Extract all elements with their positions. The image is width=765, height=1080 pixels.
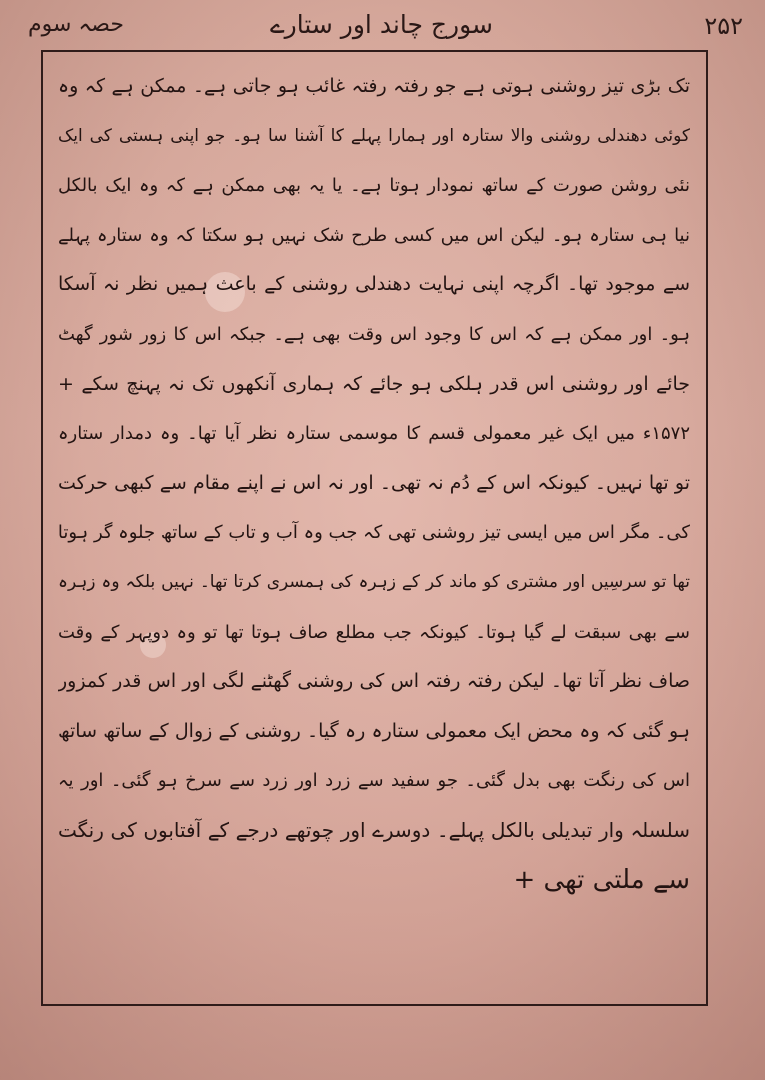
text-line: کی۔ مگر اس میں ایسی تیز روشنی تھی کہ جب وہ آب و تاب کے ساتھ جلوہ گر ہوتا [58,522,690,544]
text-line: تک بڑی تیز روشنی ہوتی ہے جو رفتہ رفتہ غائب ہو جاتی ہے۔ ممکن ہے کہ وہ [58,75,690,97]
text-line: سے بھی سبقت لے گیا ہوتا۔ کیونکہ جب مطلع صاف ہوتا تھا تو وہ دوپہر کے وقت [58,621,690,643]
text-line: سلسلہ وار تبدیلی بالکل پہلے۔ دوسرے اور چوتھے درجے کے آفتابوں کی رنگت [58,817,690,842]
page-header [20,8,743,48]
text-line: تو تھا نہیں۔ کیونکہ اس کے دُم نہ تھی۔ اور نہ اس نے اپنے مقام سے کبھی حرکت [58,471,690,494]
text-line: نیا ہی ستارہ ہو۔ لیکن اس میں کسی طرح شک نہیں ہو سکتا کہ وہ ستارہ پہلے [58,224,690,246]
text-line: ۱۵۷۲ء میں ایک غیر معمولی قسم کا موسمی ستارہ نظر آیا تھا۔ وہ دمدار ستارہ [58,423,690,445]
body-text [58,62,690,905]
text-line: تھا تو سرسِیں اور مشتری کو ماند کر کے زہرہ کی ہمسری کرتا تھا۔ نہیں بلکہ وہ زہرہ [58,571,690,592]
text-line: ہو۔ اور ممکن ہے کہ اس کا وجود اس وقت بھی ہے۔ جبکہ اس کا زور شور گھٹ [58,323,690,345]
text-line: اس کی رنگت بھی بدل گئی۔ جو سفید سے زرد اور زرد سے سرخ ہو گئی۔ اور یہ [58,770,690,792]
page-number: ۲۵۲ [704,12,743,40]
text-line: سے موجود تھا۔ اگرچہ اپنی نہایت دھندلی روشنی کے باعث ہمیں نظر نہ آسکا [58,273,690,296]
text-line: کوئی دھندلی روشنی والا ستارہ اور ہمارا پہلے کا آشنا سا ہو۔ جو اپنی ہستی کی ایک [58,125,690,146]
running-title: سورج چاند اور ستارے [270,10,493,39]
section-label: حصہ سوم [28,12,124,37]
text-line: نئی روشن صورت کے ساتھ نمودار ہوتا ہے۔ یا یہ بھی ممکن ہے کہ وہ ایک بالکل [58,175,690,197]
text-line: جائے اور روشنی اس قدر ہلکی ہو جائے کہ ہماری آنکھوں تک نہ پہنچ سکے + [58,372,690,395]
text-line: ہو گئی کہ وہ محض ایک معمولی ستارہ رہ گیا۔ روشنی کے زوال کے ساتھ ساتھ [58,719,690,742]
text-line: سے ملتی تھی + [513,864,690,895]
text-line: صاف نظر آتا تھا۔ لیکن رفتہ رفتہ اس کی روشنی گھٹنے لگی اور اس قدر کمزور [58,670,690,693]
